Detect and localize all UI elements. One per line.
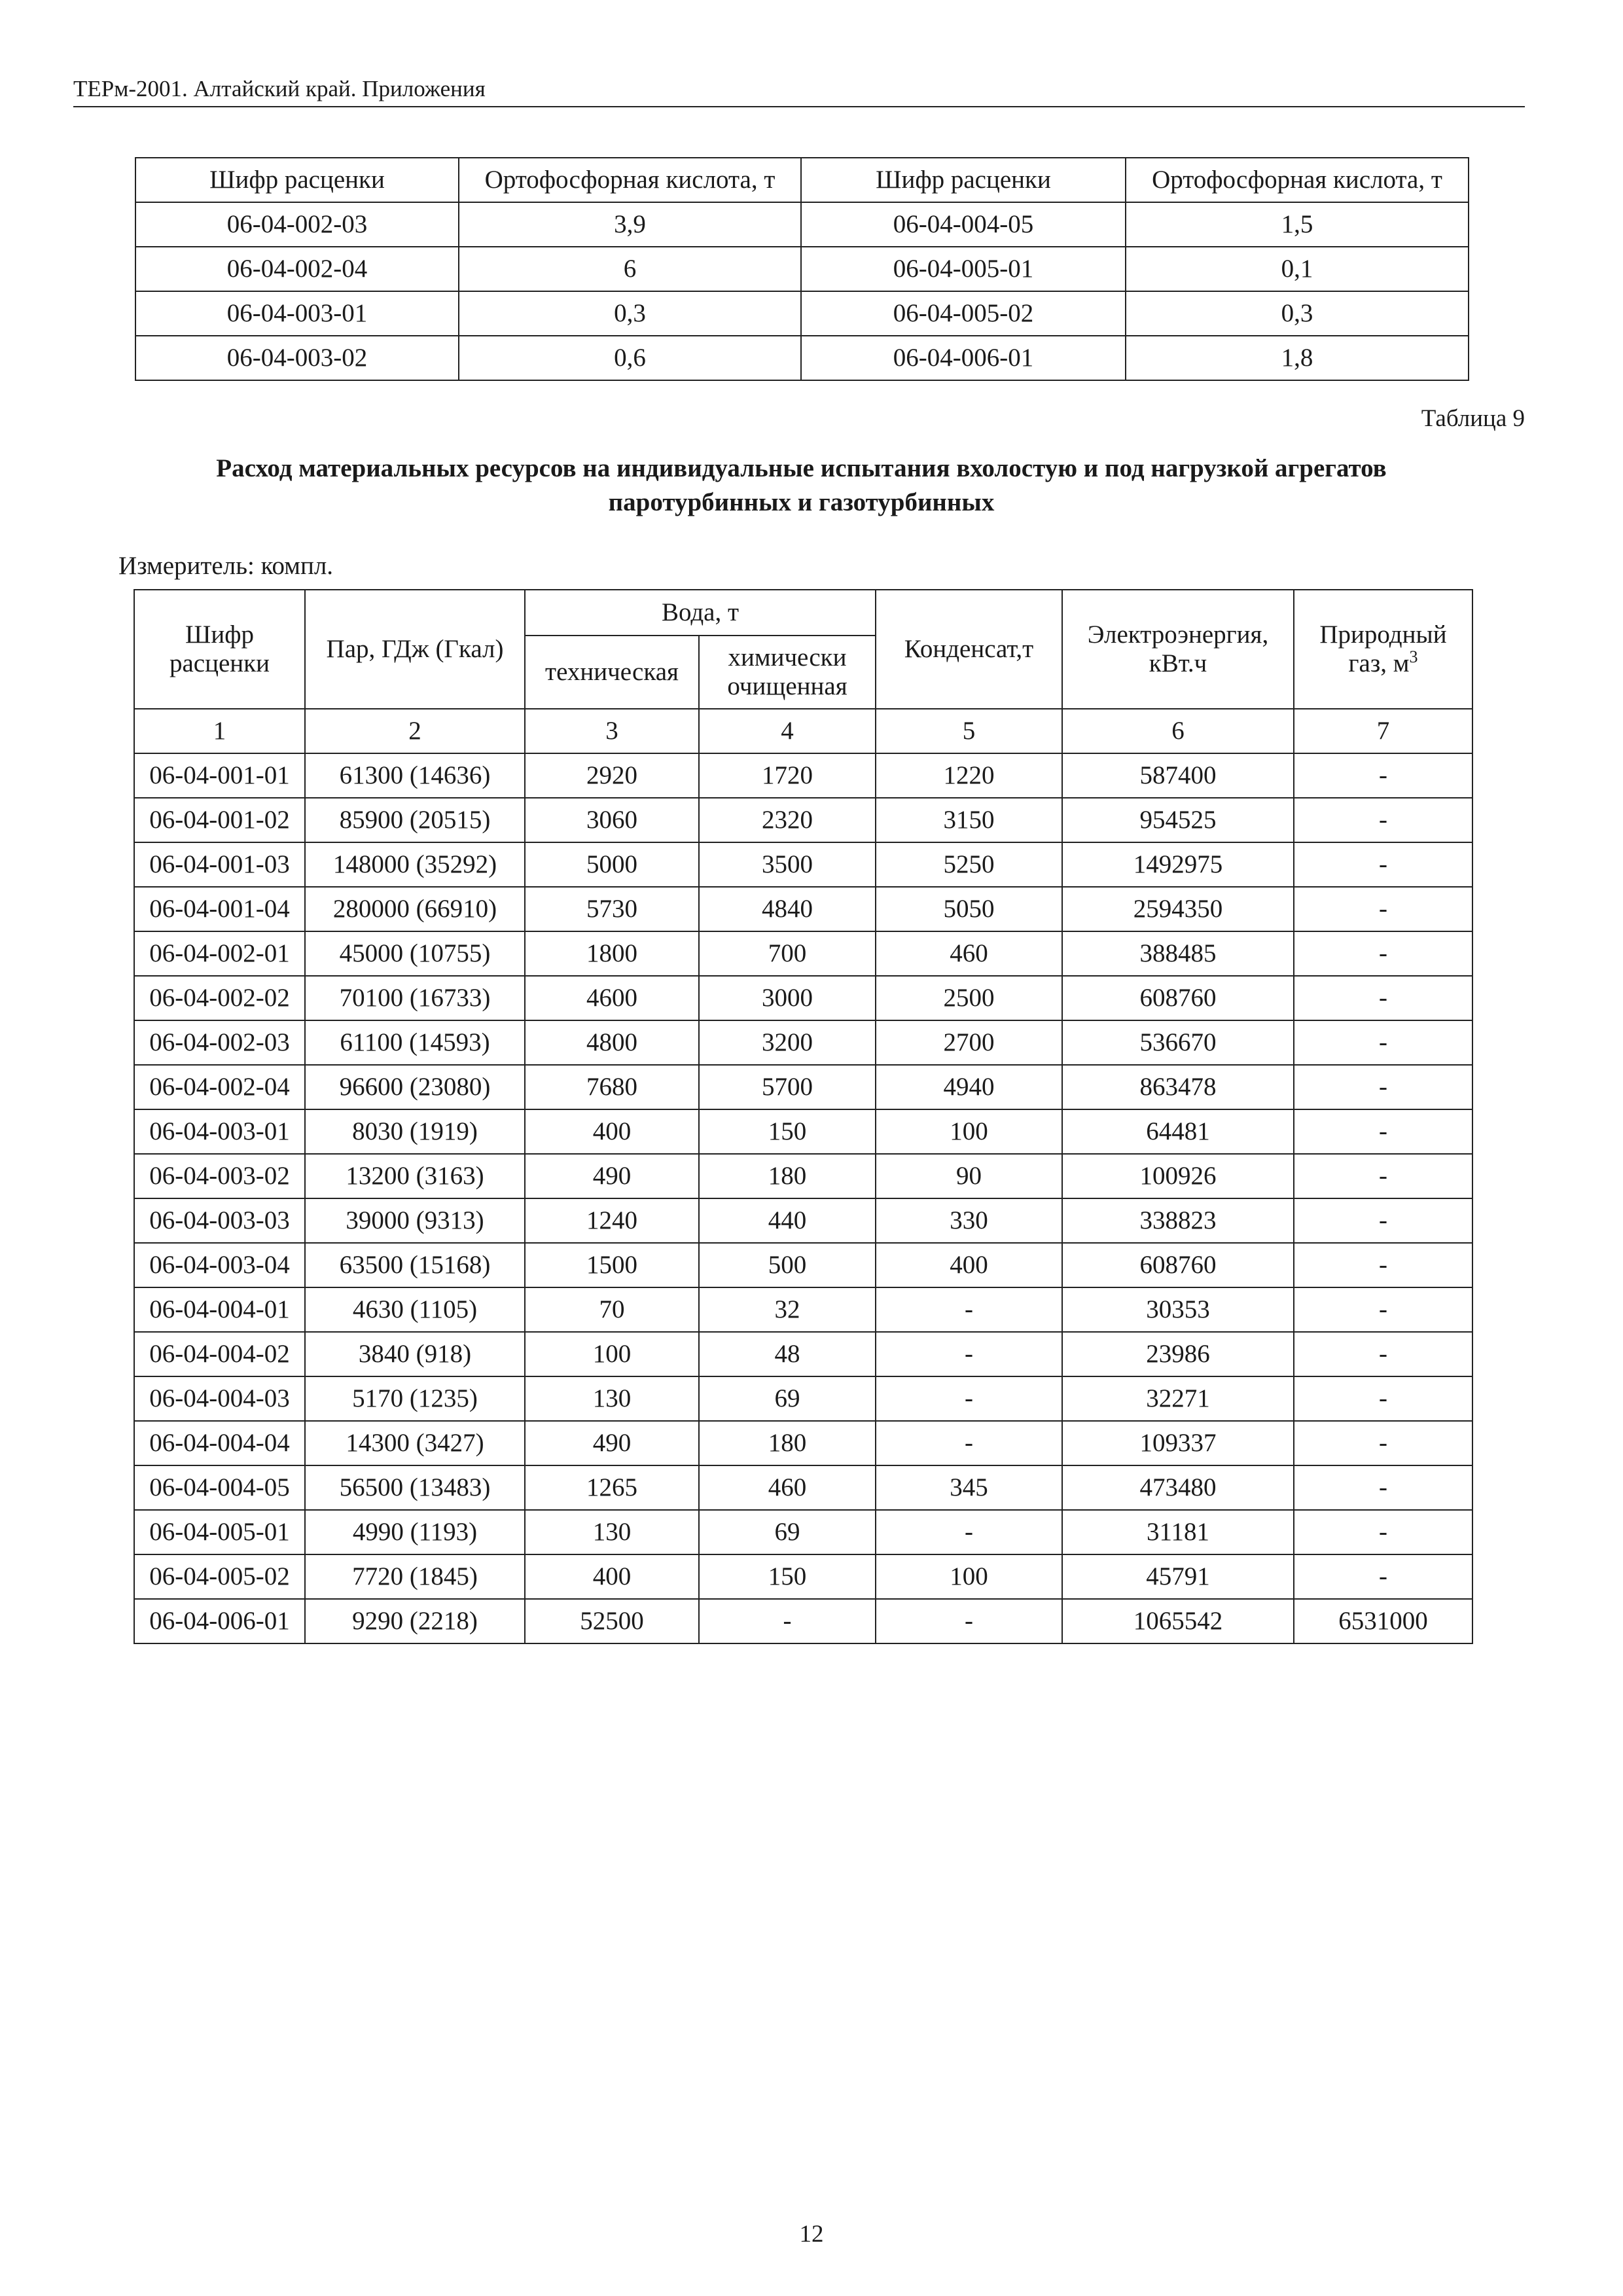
header-text: Шифр (185, 620, 254, 649)
table-cell: 490 (525, 1421, 699, 1465)
table-row (134, 842, 1472, 887)
table-cell: 06-04-002-01 (134, 931, 305, 976)
header-text: химически (728, 643, 847, 672)
table-row (134, 1421, 1472, 1465)
table-cell: 130 (525, 1376, 699, 1421)
table-cell: 96600 (23080) (305, 1065, 525, 1109)
table-row (134, 887, 1472, 931)
running-header: ТЕРм-2001. Алтайский край. Приложения (73, 73, 1525, 107)
column-number: 3 (525, 709, 699, 753)
table-cell: 45791 (1062, 1554, 1294, 1599)
table-cell: 700 (699, 931, 876, 976)
header-text: расценки (169, 649, 270, 677)
table-title-line: Расход материальных ресурсов на индивидуальные испытания вхолостую и под нагрузкой агрегатов (216, 454, 1387, 482)
table-row (135, 336, 1469, 380)
table-cell: - (1294, 1154, 1472, 1198)
table-cell: 14300 (3427) (305, 1421, 525, 1465)
table-cell: 06-04-006-01 (134, 1599, 305, 1643)
table-cell: 4800 (525, 1020, 699, 1065)
header-water-tech: техническая (525, 636, 699, 709)
table-cell: 400 (876, 1243, 1062, 1287)
table-cell: 06-04-002-04 (135, 247, 459, 291)
table-cell: 2594350 (1062, 887, 1294, 931)
column-number: 5 (876, 709, 1062, 753)
table-row (134, 798, 1472, 842)
table-cell: 536670 (1062, 1020, 1294, 1065)
table-cell: - (1294, 976, 1472, 1020)
table-cell: 954525 (1062, 798, 1294, 842)
table-cell: 3000 (699, 976, 876, 1020)
table-row (134, 1510, 1472, 1554)
header-condensate: Конденсат,т (876, 590, 1062, 709)
table-cell: 100 (876, 1109, 1062, 1154)
table-cell: 06-04-003-02 (135, 336, 459, 380)
table-row (134, 931, 1472, 976)
table-cell: 06-04-001-02 (134, 798, 305, 842)
table-cell: 06-04-005-01 (801, 247, 1126, 291)
table-cell: 3840 (918) (305, 1332, 525, 1376)
table-cell: 32271 (1062, 1376, 1294, 1421)
table-cell: 150 (699, 1109, 876, 1154)
table-cell: - (876, 1421, 1062, 1465)
table-cell: 4990 (1193) (305, 1510, 525, 1554)
table-cell: 1065542 (1062, 1599, 1294, 1643)
table-cell: 1240 (525, 1198, 699, 1243)
header-steam: Пар, ГДж (Гкал) (305, 590, 525, 709)
table-cell: 31181 (1062, 1510, 1294, 1554)
table-cell: 06-04-006-01 (801, 336, 1126, 380)
table-cell: - (1294, 798, 1472, 842)
table-cell: 06-04-003-01 (135, 291, 459, 336)
table-cell: 148000 (35292) (305, 842, 525, 887)
table-row (134, 1332, 1472, 1376)
table-cell: 5170 (1235) (305, 1376, 525, 1421)
table-row (134, 1465, 1472, 1510)
table-cell: 06-04-003-03 (134, 1198, 305, 1243)
table-cell: 06-04-001-04 (134, 887, 305, 931)
table-cell: 90 (876, 1154, 1062, 1198)
table-cell: 06-04-005-02 (801, 291, 1126, 336)
table-cell: 100 (525, 1332, 699, 1376)
table-cell: 70 (525, 1287, 699, 1332)
table-cell: 100 (876, 1554, 1062, 1599)
table-cell: 1220 (876, 753, 1062, 798)
table-cell: 48 (699, 1332, 876, 1376)
table-cell: 3200 (699, 1020, 876, 1065)
table-cell: - (1294, 842, 1472, 887)
table-cell: 460 (699, 1465, 876, 1510)
column-number: 7 (1294, 709, 1472, 753)
table-cell: 7720 (1845) (305, 1554, 525, 1599)
header-text: очищенная (727, 672, 847, 700)
table-cell: - (699, 1599, 876, 1643)
table-cell: 06-04-004-04 (134, 1421, 305, 1465)
table-cell: 5250 (876, 842, 1062, 887)
table-cell: 06-04-002-03 (134, 1020, 305, 1065)
table-cell: 490 (525, 1154, 699, 1198)
header-text: Природный (1319, 620, 1447, 649)
table-cell: 2920 (525, 753, 699, 798)
table-cell: - (1294, 1332, 1472, 1376)
table-cell: - (1294, 931, 1472, 976)
table-cell: 150 (699, 1554, 876, 1599)
header-text: Электроэнергия, (1087, 620, 1269, 649)
table-cell: - (1294, 1421, 1472, 1465)
table-cell: 2500 (876, 976, 1062, 1020)
table-cell: 330 (876, 1198, 1062, 1243)
table-header-row (135, 158, 1469, 202)
table-cell: 85900 (20515) (305, 798, 525, 842)
header-gas (1294, 590, 1472, 709)
table-cell: 473480 (1062, 1465, 1294, 1510)
table-cell: - (876, 1287, 1062, 1332)
table-cell: 13200 (3163) (305, 1154, 525, 1198)
table-cell: 06-04-004-03 (134, 1376, 305, 1421)
table-cell: 06-04-004-05 (801, 202, 1126, 247)
table-cell: 5730 (525, 887, 699, 931)
table-cell: 0,6 (459, 336, 801, 380)
table-row (134, 1198, 1472, 1243)
table-cell: - (1294, 1287, 1472, 1332)
table-cell: 440 (699, 1198, 876, 1243)
material-resources-table (134, 589, 1473, 1644)
table-cell: 388485 (1062, 931, 1294, 976)
table-cell: - (1294, 1020, 1472, 1065)
table-cell: 06-04-002-03 (135, 202, 459, 247)
table-cell: 06-04-004-02 (134, 1332, 305, 1376)
header-text (1297, 649, 1469, 678)
table-cell: 1,5 (1126, 202, 1469, 247)
column-number: 6 (1062, 709, 1294, 753)
table-row (134, 1554, 1472, 1599)
table-cell: 61300 (14636) (305, 753, 525, 798)
table-row (134, 1243, 1472, 1287)
header-cell: Шифр расценки (801, 158, 1126, 202)
table-cell: 63500 (15168) (305, 1243, 525, 1287)
table-cell: 06-04-003-04 (134, 1243, 305, 1287)
table-cell: 500 (699, 1243, 876, 1287)
column-number: 1 (134, 709, 305, 753)
table-cell: 61100 (14593) (305, 1020, 525, 1065)
table-cell: - (1294, 1198, 1472, 1243)
table-cell: 180 (699, 1154, 876, 1198)
table-cell: - (1294, 1465, 1472, 1510)
table-cell: 4630 (1105) (305, 1287, 525, 1332)
table-cell: 4600 (525, 976, 699, 1020)
table-label: Таблица 9 (1421, 405, 1525, 432)
table-cell: 400 (525, 1554, 699, 1599)
table-cell: 5000 (525, 842, 699, 887)
table-cell: 06-04-005-02 (134, 1554, 305, 1599)
table-cell: 608760 (1062, 1243, 1294, 1287)
table-cell: 0,3 (1126, 291, 1469, 336)
table-row (134, 1287, 1472, 1332)
table-cell: - (1294, 1554, 1472, 1599)
table-cell: 06-04-003-02 (134, 1154, 305, 1198)
table-cell: 06-04-002-02 (134, 976, 305, 1020)
table-cell: 6531000 (1294, 1599, 1472, 1643)
table-cell: 6 (459, 247, 801, 291)
table-cell: 1,8 (1126, 336, 1469, 380)
table-cell: 460 (876, 931, 1062, 976)
table-cell: 69 (699, 1376, 876, 1421)
header-electricity (1062, 590, 1294, 709)
table-cell: 70100 (16733) (305, 976, 525, 1020)
table-cell: 1800 (525, 931, 699, 976)
table-cell: 06-04-004-01 (134, 1287, 305, 1332)
table-cell: - (1294, 1376, 1472, 1421)
table-cell: 69 (699, 1510, 876, 1554)
table-cell: 8030 (1919) (305, 1109, 525, 1154)
table-cell: 3,9 (459, 202, 801, 247)
table-cell: 56500 (13483) (305, 1465, 525, 1510)
header-text: газ, м (1348, 649, 1410, 677)
table-cell: 9290 (2218) (305, 1599, 525, 1643)
table-row (134, 1109, 1472, 1154)
header-cell: Шифр расценки (135, 158, 459, 202)
table-cell: - (1294, 753, 1472, 798)
table-cell: 06-04-001-03 (134, 842, 305, 887)
table-cell: 608760 (1062, 976, 1294, 1020)
table-cell: 3150 (876, 798, 1062, 842)
table-cell: 3500 (699, 842, 876, 887)
header-cell: Ортофосфорная кислота, т (1126, 158, 1469, 202)
table-row (134, 1020, 1472, 1065)
table-cell: - (1294, 1510, 1472, 1554)
table-cell: - (876, 1510, 1062, 1554)
header-cell: Ортофосфорная кислота, т (459, 158, 801, 202)
table-cell: 23986 (1062, 1332, 1294, 1376)
measure-unit: Измеритель: компл. (118, 552, 334, 580)
table-title (135, 452, 1468, 520)
table-cell: 1265 (525, 1465, 699, 1510)
table-row (134, 1376, 1472, 1421)
table-cell: - (1294, 1065, 1472, 1109)
table-cell: 180 (699, 1421, 876, 1465)
table-cell: 4840 (699, 887, 876, 931)
table-cell: 863478 (1062, 1065, 1294, 1109)
table-row (134, 1599, 1472, 1643)
table-cell: 2700 (876, 1020, 1062, 1065)
table-cell: 06-04-004-05 (134, 1465, 305, 1510)
table-cell: - (876, 1599, 1062, 1643)
table-cell: 100926 (1062, 1154, 1294, 1198)
table-cell: - (876, 1376, 1062, 1421)
table-cell: - (1294, 1109, 1472, 1154)
table-cell: 06-04-002-04 (134, 1065, 305, 1109)
table-cell: 400 (525, 1109, 699, 1154)
table-row (135, 202, 1469, 247)
table-cell: 1500 (525, 1243, 699, 1287)
table-cell: 64481 (1062, 1109, 1294, 1154)
table-cell: 5050 (876, 887, 1062, 931)
table-row (134, 1065, 1472, 1109)
table-cell: 30353 (1062, 1287, 1294, 1332)
table-row (134, 753, 1472, 798)
table-cell: 2320 (699, 798, 876, 842)
header-water-chem (699, 636, 876, 709)
table-cell: 7680 (525, 1065, 699, 1109)
table-cell: 130 (525, 1510, 699, 1554)
table-cell: 06-04-001-01 (134, 753, 305, 798)
superscript: 3 (1409, 647, 1418, 666)
table-row (134, 1154, 1472, 1198)
table-cell: - (876, 1332, 1062, 1376)
table-cell: 0,1 (1126, 247, 1469, 291)
table-cell: 06-04-005-01 (134, 1510, 305, 1554)
table-cell: 32 (699, 1287, 876, 1332)
table-cell: 39000 (9313) (305, 1198, 525, 1243)
table-cell: 45000 (10755) (305, 931, 525, 976)
table-cell: 109337 (1062, 1421, 1294, 1465)
table-cell: 1720 (699, 753, 876, 798)
table-cell: - (1294, 887, 1472, 931)
column-number: 4 (699, 709, 876, 753)
phosphoric-acid-table (135, 157, 1469, 381)
table-cell: 280000 (66910) (305, 887, 525, 931)
table-title-line: паротурбинных и газотурбинных (608, 488, 995, 516)
table-header-row (134, 590, 1472, 636)
page-number: 12 (799, 2221, 824, 2248)
table-cell: 3060 (525, 798, 699, 842)
header-water: Вода, т (525, 590, 876, 636)
table-row (135, 247, 1469, 291)
table-cell: 345 (876, 1465, 1062, 1510)
column-number: 2 (305, 709, 525, 753)
table-row (135, 291, 1469, 336)
table-cell: 338823 (1062, 1198, 1294, 1243)
table-cell: - (1294, 1243, 1472, 1287)
table-cell: 4940 (876, 1065, 1062, 1109)
table-row (134, 976, 1472, 1020)
table-cell: 5700 (699, 1065, 876, 1109)
table-cell: 1492975 (1062, 842, 1294, 887)
header-text: кВт.ч (1149, 649, 1207, 677)
column-number-row (134, 709, 1472, 753)
table-cell: 0,3 (459, 291, 801, 336)
table-cell: 52500 (525, 1599, 699, 1643)
header-code (134, 590, 305, 709)
table-cell: 587400 (1062, 753, 1294, 798)
table-cell: 06-04-003-01 (134, 1109, 305, 1154)
